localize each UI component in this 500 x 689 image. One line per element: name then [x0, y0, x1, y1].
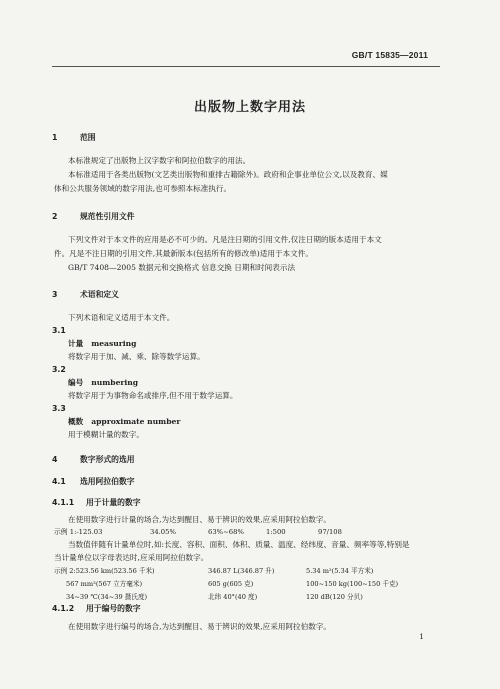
subsection-title: 选用阿拉伯数字	[80, 477, 135, 486]
section-number: 1	[52, 133, 58, 142]
example-item: 1:500	[266, 528, 286, 536]
example-item: 北纬 40°(40 度)	[208, 593, 258, 601]
term-number: 3.1	[52, 326, 66, 335]
example-item: 63%~68%	[208, 528, 244, 536]
paragraph: 本标准适用于各类出版物(文艺类出版物和重排古籍除外)。政府和企事业单位公文,以及教育、媒	[68, 170, 388, 179]
term-english: approximate number	[91, 417, 181, 426]
term-number: 3.2	[52, 365, 66, 374]
term-chinese: 概数	[68, 417, 84, 426]
section-number: 4	[52, 455, 58, 464]
example-item: 34.05%	[150, 528, 176, 536]
section-1-heading	[52, 133, 96, 143]
paragraph: 在使用数字进行编号的场合,为达到醒目、易于辨识的效果,应采用阿拉伯数字。	[68, 622, 332, 631]
term-definition: 将数字用于加、减、乘、除等数学运算。	[68, 352, 205, 361]
paragraph: 当数值伴随有计量单位时,如:长度、容积、面积、体积、质量、温度、经纬度、音量、频率等等,特别是	[68, 540, 410, 549]
example-item: 示例 2:523.56 km(523.56 千米)	[54, 567, 155, 575]
subsection-number: 4.1.1	[52, 498, 75, 507]
term-definition: 用于模糊计量的数字。	[68, 430, 144, 439]
paragraph: 本标准规定了出版物上汉字数字和阿拉伯数字的用法。	[68, 156, 251, 165]
document-title: 出版物上数字用法	[193, 100, 306, 115]
paragraph: 在使用数字进行计量的场合,为达到醒目、易于辨识的效果,应采用阿拉伯数字。	[68, 515, 332, 524]
example-2-row	[66, 592, 363, 602]
paragraph-continued: 体和公共服务领域的数字用法,也可参照本标准执行。	[54, 184, 232, 193]
standard-code: GB/T 15835—2011	[351, 50, 428, 60]
example-item: 567 mm³(567 立方毫米)	[66, 580, 143, 588]
term-chinese: 编号	[68, 378, 84, 387]
term-heading	[68, 378, 138, 388]
paragraph: 下列文件对于本文件的应用是必不可少的。凡是注日期的引用文件,仅注日期的版本适用于本文	[68, 235, 382, 244]
section-number: 3	[52, 290, 58, 299]
section-title: 数字形式的选用	[80, 455, 135, 464]
term-english: numbering	[91, 378, 139, 387]
section-3-heading	[52, 290, 119, 300]
subsection-4-1-1-heading	[52, 498, 141, 508]
section-4-heading	[52, 455, 135, 465]
subsection-title: 用于编号的数字	[86, 604, 141, 613]
example-item: 100~150 kg(100~150 千克)	[306, 580, 399, 588]
term-chinese: 计量	[68, 339, 84, 348]
section-2-heading	[52, 212, 135, 222]
page-number: 1	[419, 632, 424, 641]
section-number: 2	[52, 212, 58, 221]
term-definition: 将数字用于为事物命名或排序,但不用于数学运算。	[68, 391, 238, 400]
paragraph-continued: 当计量单位以字母表达时,应采用阿拉伯数字。	[54, 553, 209, 562]
example-2-row	[66, 579, 398, 589]
example-item: 5.34 m²(5.34 平方米)	[306, 567, 374, 575]
example-item: 示例 1:-125.03	[54, 528, 103, 536]
term-heading	[68, 339, 137, 349]
term-heading	[68, 417, 180, 427]
term-english: measuring	[91, 339, 137, 348]
example-item: 605 g(605 克)	[208, 580, 254, 588]
section-title: 术语和定义	[80, 290, 119, 299]
subsection-title: 用于计量的数字	[86, 498, 141, 507]
example-item: 346.87 L(346.87 升)	[208, 567, 275, 575]
example-item: 34~39 ℃(34~39 摄氏度)	[66, 593, 148, 601]
section-title: 范围	[80, 133, 96, 142]
subsection-number: 4.1.2	[52, 604, 75, 613]
example-2-row	[54, 566, 373, 576]
example-1	[54, 527, 342, 537]
header-rule	[52, 66, 440, 67]
example-item: 97/108	[318, 528, 342, 536]
paragraph-continued: 件。凡是不注日期的引用文件,其最新版本(包括所有的修改单)适用于本文件。	[54, 249, 313, 258]
example-item: 120 dB(120 分贝)	[306, 593, 363, 601]
subsection-4-1-2-heading	[52, 604, 141, 614]
normative-reference: GB/T 7408—2005 数据元和交换格式 信息交换 日期和时间表示法	[68, 263, 296, 272]
paragraph: 下列术语和定义适用于本文件。	[68, 313, 175, 322]
term-number: 3.3	[52, 404, 66, 413]
subsection-4-1-heading	[52, 477, 135, 487]
subsection-number: 4.1	[52, 477, 66, 486]
section-title: 规范性引用文件	[80, 212, 135, 221]
